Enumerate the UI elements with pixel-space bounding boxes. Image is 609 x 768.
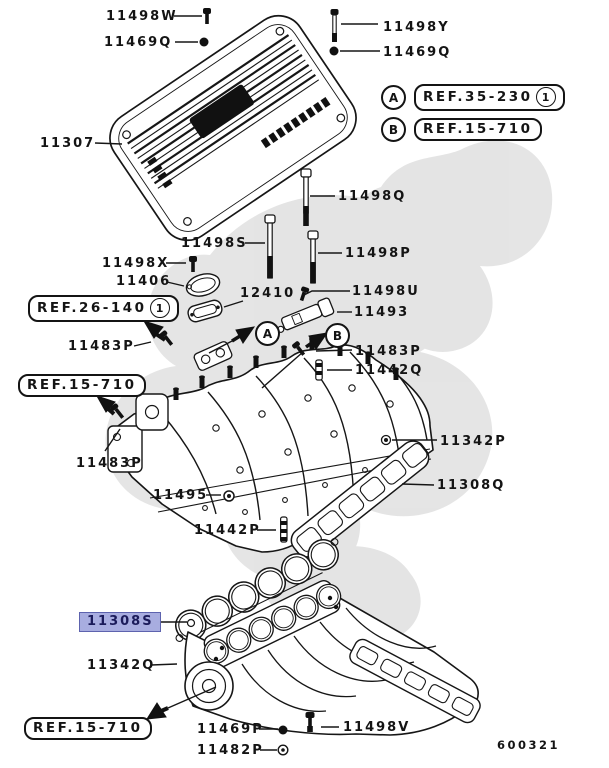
ref-link-ref-35-230[interactable] [414, 84, 565, 111]
part-label-11483p[interactable]: 11483P [355, 344, 422, 359]
part-label-11482p[interactable]: 11482P [197, 743, 264, 758]
part-label-11498w[interactable]: 11498W [106, 9, 178, 24]
ref-callout [28, 295, 179, 322]
drawing-code: 600321 [497, 738, 561, 752]
circled-number: 1 [536, 87, 556, 107]
ref-link-ref-15-710[interactable] [18, 374, 146, 397]
part-label-11498v[interactable]: 11498V [343, 720, 411, 735]
part-label-11307[interactable]: 11307 [40, 136, 96, 151]
circled-number: 1 [150, 298, 170, 318]
part-label-12410[interactable]: 12410 [240, 286, 296, 301]
ref-link-ref-26-140[interactable] [28, 295, 179, 322]
part-label-11493[interactable]: 11493 [354, 305, 410, 320]
part-label-11498y[interactable]: 11498Y [383, 20, 450, 35]
ref-label: REF.15-710 [423, 121, 533, 137]
part-label-11483p[interactable]: 11483P [68, 339, 135, 354]
part-label-11498s[interactable]: 11498S [181, 236, 248, 251]
part-label-11498q[interactable]: 11498Q [338, 189, 407, 204]
part-label-11469p[interactable]: 11469P [197, 722, 264, 737]
callout-badge-a: A [381, 85, 406, 110]
part-label-11442p[interactable]: 11442P [194, 523, 261, 538]
view-marker-a: A [255, 321, 280, 346]
part-label-11469q[interactable]: 11469Q [104, 35, 173, 50]
part-label-11308s-selected[interactable]: 11308S [79, 612, 161, 632]
ref-callout [381, 117, 542, 142]
ref-label: REF.15-710 [27, 377, 137, 393]
ref-callout [24, 717, 152, 740]
part-label-11483p[interactable]: 11483P [76, 456, 143, 471]
callout-badge-b: B [381, 117, 406, 142]
part-label-11498x[interactable]: 11498X [102, 256, 170, 271]
view-marker-b: B [325, 323, 350, 348]
part-label-11469q[interactable]: 11469Q [383, 45, 452, 60]
ref-link-ref-15-710[interactable] [414, 118, 542, 141]
part-label-11406[interactable]: 11406 [116, 274, 172, 289]
ref-callout [381, 84, 565, 111]
ref-link-ref-15-710[interactable] [24, 717, 152, 740]
ref-label: REF.15-710 [33, 720, 143, 736]
part-label-11495[interactable]: 11495 [153, 488, 209, 503]
ref-callout [18, 374, 146, 397]
part-label-11342q[interactable]: 11342Q [87, 658, 156, 673]
part-label-11442q[interactable]: 11442Q [355, 363, 424, 378]
part-label-11498u[interactable]: 11498U [352, 284, 420, 299]
ref-label: REF.26-140 [37, 300, 147, 316]
part-label-11342p[interactable]: 11342P [440, 434, 507, 449]
part-label-11498p[interactable]: 11498P [345, 246, 412, 261]
ref-label: REF.35-230 [423, 89, 533, 105]
part-label-11308q[interactable]: 11308Q [437, 478, 506, 493]
